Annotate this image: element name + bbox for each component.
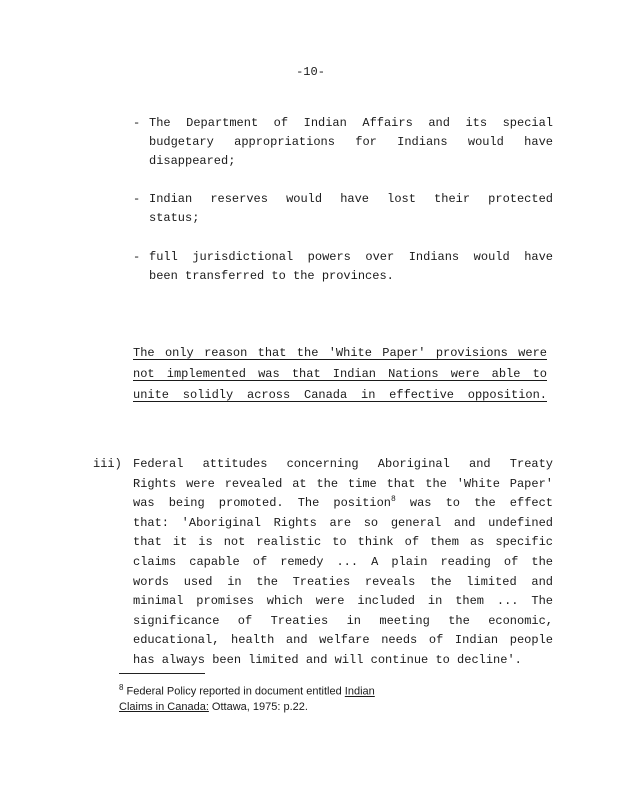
footnote-title: Claims in Canada:	[119, 700, 209, 713]
bullet-dash: -	[133, 116, 141, 130]
bullet-line: The Department of Indian Affairs and its special	[149, 116, 553, 130]
bullet-line: disappeared;	[149, 154, 236, 168]
footnote-text: Ottawa, 1975: p.22.	[208, 700, 308, 713]
paragraph-line: Rights were revealed at the time that the 'White Paper'	[133, 476, 553, 491]
bullet-line: budgetary appropriations for Indians would have	[149, 135, 553, 149]
bullet-line: been transferred to the provinces.	[149, 269, 394, 283]
bullet-dash: -	[133, 192, 141, 206]
statement-line: not implemented was that Indian Nations were able to	[133, 367, 547, 381]
footnote-title: Indian	[344, 685, 375, 698]
paragraph-line: Federal attitudes concerning Aboriginal and Treaty	[133, 457, 553, 471]
paragraph-line-with-reference	[133, 494, 553, 514]
paragraph-line: words used in the Treaties reveals the limited and	[133, 574, 553, 589]
paragraph-line: educational, health and welfare needs of Indian people	[133, 633, 553, 648]
footnote-number: 8	[119, 683, 124, 692]
paragraph-line: has always been limited and will continue to decline'.	[133, 652, 522, 667]
paragraph-line: minimal promises which were included in them ... The	[133, 594, 553, 609]
footnote	[119, 680, 499, 715]
bullet-item-reserves	[133, 190, 553, 228]
bullet-dash: -	[133, 250, 141, 264]
paragraph-line: that: 'Aboriginal Rights are so general and undefined	[133, 515, 553, 530]
underlined-statement	[133, 343, 547, 406]
bullet-item-department	[133, 114, 553, 171]
footnote-divider	[119, 673, 205, 674]
bullet-item-jurisdiction	[133, 248, 553, 286]
bullet-line: Indian reserves would have lost their protected	[149, 192, 553, 206]
footnote-reference: 8	[391, 495, 396, 505]
paragraph-text: was to the effect	[395, 496, 553, 511]
paragraph-line: that it is not realistic to think of them as specific	[133, 535, 553, 550]
paragraph-text: was being promoted. The position	[133, 496, 391, 511]
paragraph-line: significance of Treaties in meeting the economic,	[133, 613, 553, 628]
statement-line: unite solidly across Canada in effective opposition.	[133, 388, 547, 402]
footnote-line	[119, 700, 499, 715]
bullet-line: status;	[149, 211, 200, 225]
item-iii-paragraph	[93, 455, 553, 671]
page-number: -10-	[296, 65, 325, 79]
footnote-text: Federal Policy reported in document entitled	[123, 685, 345, 698]
bullet-line: full jurisdictional powers over Indians would have	[149, 250, 553, 264]
item-marker: iii)	[93, 457, 122, 471]
footnote-line	[119, 680, 499, 700]
paragraph-line: claims capable of remedy ... A plain reading of the	[133, 554, 553, 569]
statement-line: The only reason that the 'White Paper' provisions were	[133, 346, 547, 360]
